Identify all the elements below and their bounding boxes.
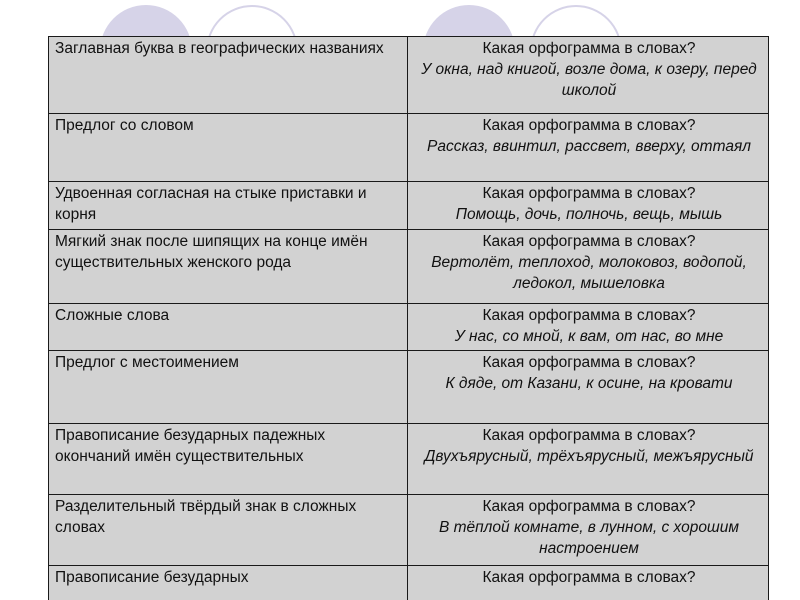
- words-text: У нас, со мной, к вам, от нас, во мне: [454, 328, 724, 345]
- rule-text: Правописание безударных падежных окончаний имён существительных: [55, 427, 326, 465]
- table-row: [49, 37, 769, 114]
- table-row: [49, 230, 769, 304]
- table-row: [49, 182, 769, 230]
- rule-cell: [49, 351, 408, 424]
- table-row: [49, 495, 769, 566]
- question-text: Какая орфограмма в словах?: [482, 354, 696, 371]
- task-cell: [408, 495, 769, 566]
- table-row: [49, 424, 769, 495]
- rule-text: Предлог с местоимением: [55, 354, 239, 371]
- rule-text: Правописание безударных: [55, 569, 249, 586]
- question-text: Какая орфограмма в словах?: [482, 307, 696, 324]
- question-text: Какая орфограмма в словах?: [482, 185, 696, 202]
- table-row: [49, 351, 769, 424]
- question-text: Какая орфограмма в словах?: [482, 233, 696, 250]
- rule-cell: [49, 304, 408, 351]
- rule-cell: [49, 182, 408, 230]
- words-text: Вертолёт, теплоход, молоковоз, водопой, ледокол, мышеловка: [431, 254, 747, 292]
- words-text: В тёплой комнате, в лунном, с хорошим настроением: [438, 519, 740, 557]
- task-cell: [408, 304, 769, 351]
- rule-text: Разделительный твёрдый знак в сложных словах: [55, 498, 357, 536]
- task-cell: [408, 424, 769, 495]
- rule-text: Заглавная буква в географических названиях: [55, 40, 384, 57]
- rule-text: Мягкий знак после шипящих на конце имён существительных женского рода: [55, 233, 368, 271]
- rule-cell: [49, 114, 408, 182]
- words-text: Рассказ, ввинтил, рассвет, вверху, оттаял: [427, 138, 751, 155]
- question-text: Какая орфограмма в словах?: [482, 117, 696, 134]
- task-cell: [408, 566, 769, 600]
- words-text: У окна, над книгой, возле дома, к озеру, перед школой: [421, 61, 757, 99]
- rule-text: Сложные слова: [55, 307, 170, 324]
- words-text: Двухъярусный, трёхъярусный, межъярусный: [424, 448, 754, 465]
- rule-cell: [49, 566, 408, 600]
- question-text: Какая орфограмма в словах?: [482, 40, 696, 57]
- table-row: [49, 304, 769, 351]
- task-cell: [408, 114, 769, 182]
- rule-cell: [49, 495, 408, 566]
- question-text: Какая орфограмма в словах?: [482, 427, 696, 444]
- question-text: Какая орфограмма в словах?: [482, 498, 696, 515]
- orthogram-table: [48, 36, 769, 600]
- task-cell: [408, 230, 769, 304]
- task-cell: [408, 182, 769, 230]
- words-text: К дяде, от Казани, к осине, на кровати: [445, 375, 733, 392]
- table-row: [49, 566, 769, 600]
- rule-cell: [49, 37, 408, 114]
- rule-cell: [49, 230, 408, 304]
- rule-cell: [49, 424, 408, 495]
- task-cell: [408, 351, 769, 424]
- task-cell: [408, 37, 769, 114]
- rule-text: Предлог со словом: [55, 117, 194, 134]
- words-text: Помощь, дочь, полночь, вещь, мышь: [455, 206, 723, 223]
- question-text: Какая орфограмма в словах?: [482, 569, 696, 586]
- rule-text: Удвоенная согласная на стыке приставки и корня: [55, 185, 367, 223]
- table-row: [49, 114, 769, 182]
